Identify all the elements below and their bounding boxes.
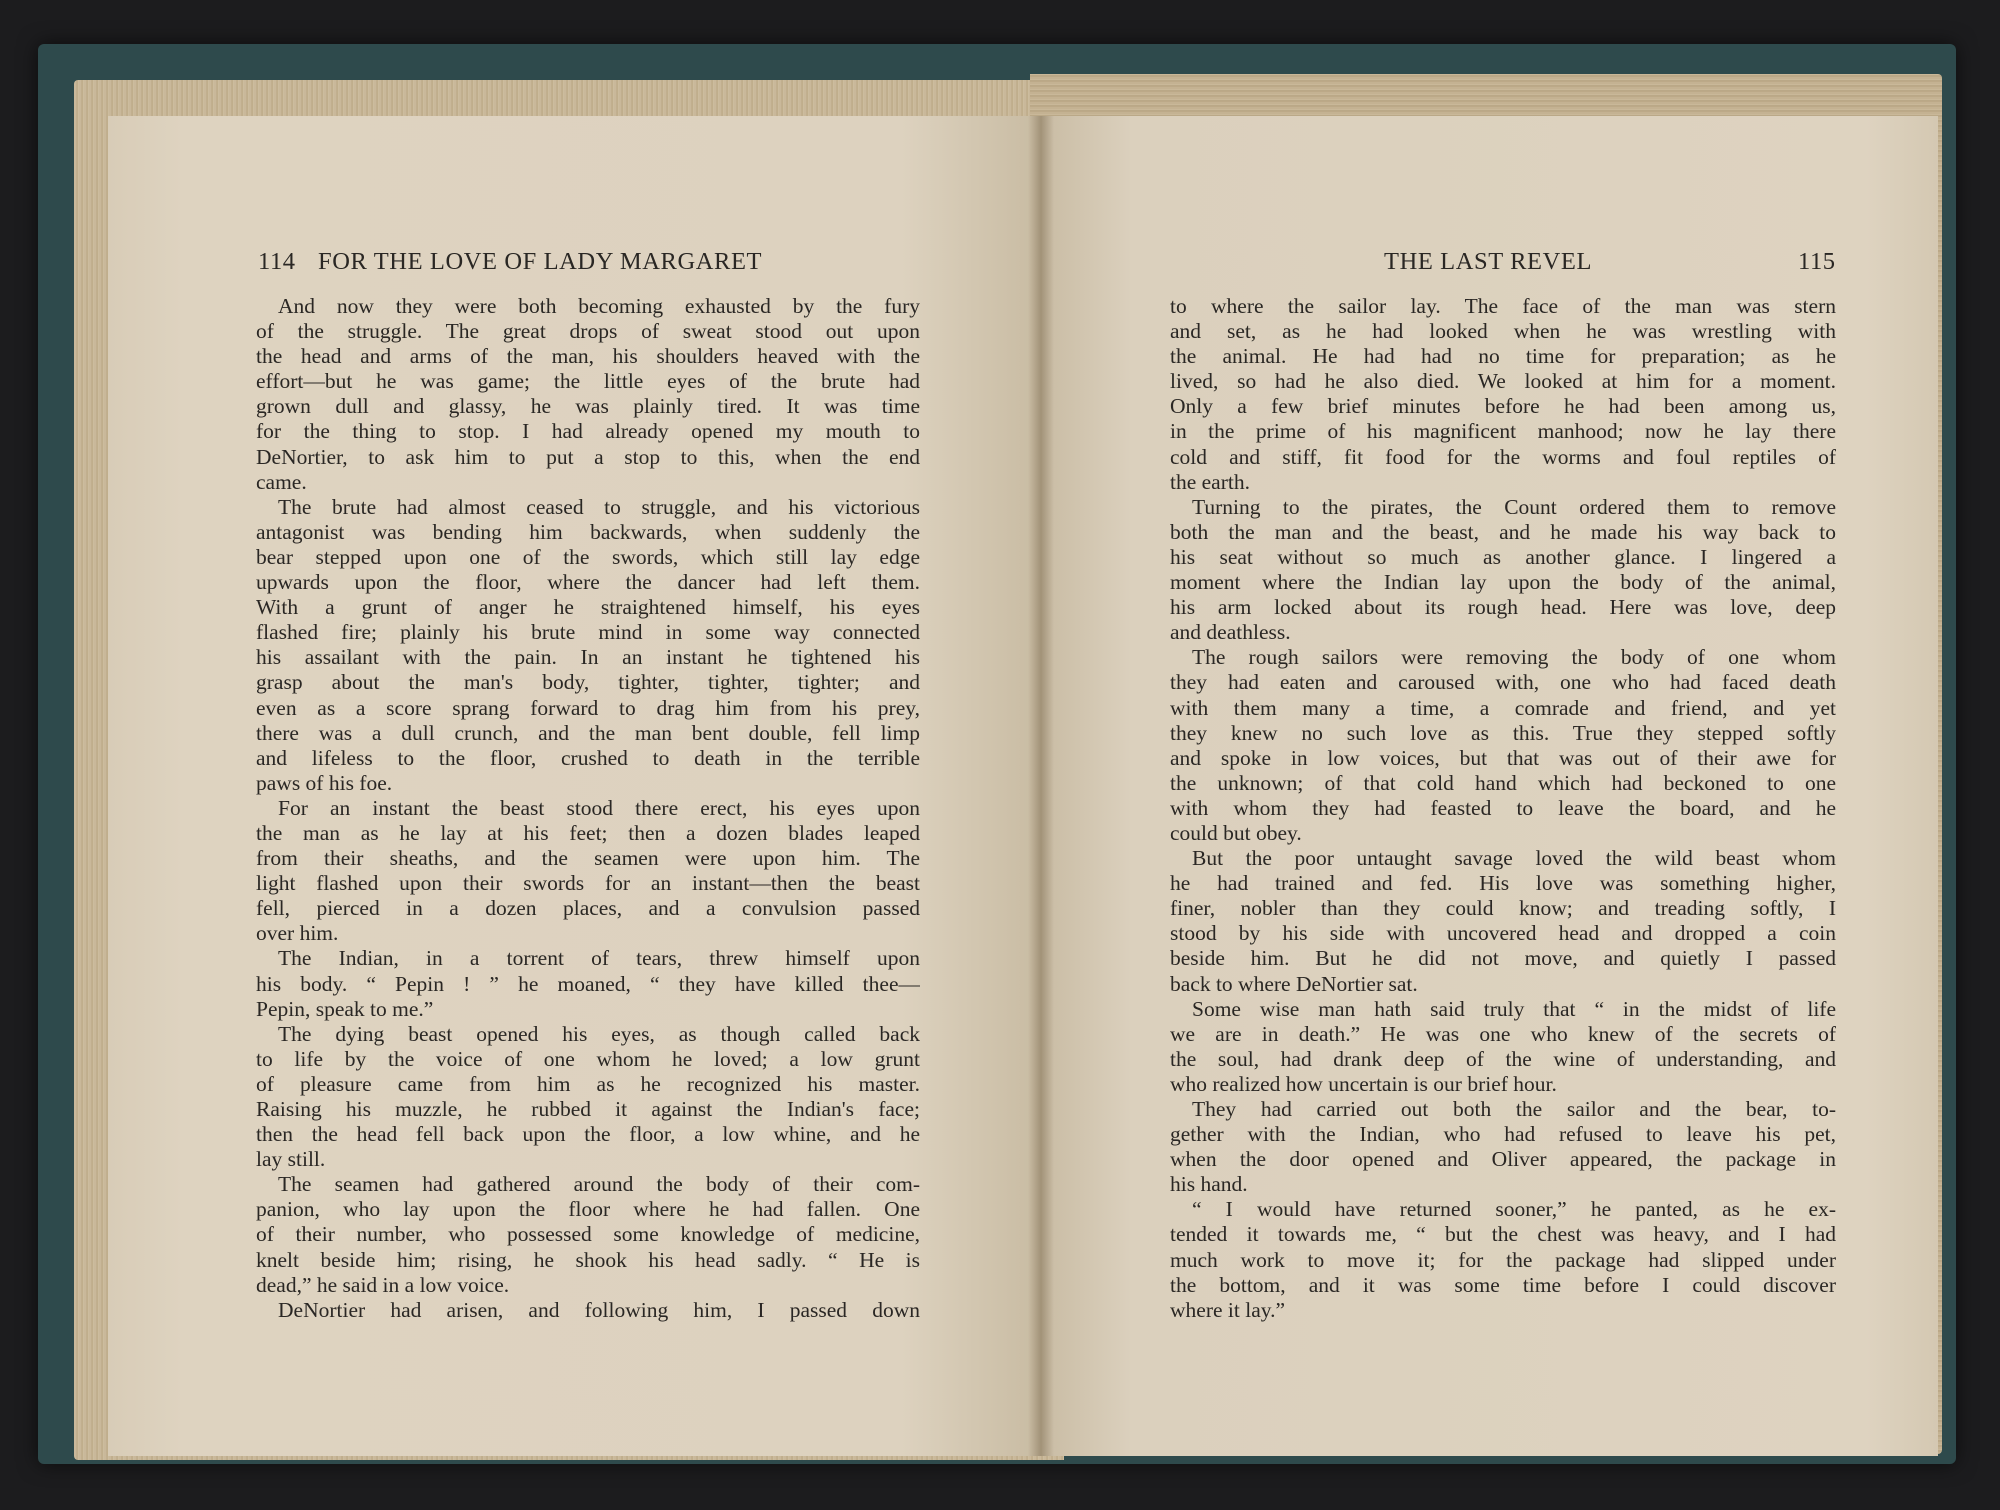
text-line: stood by his side with uncovered head and dropped a coin	[1170, 921, 1836, 946]
text-line: the head and arms of the man, his shoulders heaved with the	[256, 344, 920, 369]
text-line: his arm locked about its rough head. Here was love, deep	[1170, 595, 1836, 620]
text-line: his seat without so much as another glance. I lingered a	[1170, 544, 1836, 569]
text-line: for the thing to stop. I had already opened my mouth to	[256, 419, 920, 444]
text-line: paws of his foe.	[256, 770, 393, 795]
text-line: his body. “ Pepin ! ” he moaned, “ they have killed thee—	[256, 971, 920, 996]
text-line: and lifeless to the floor, crushed to death in the terrible	[256, 745, 920, 770]
text-line: in the prime of his magnificent manhood; now he lay there	[1170, 419, 1836, 444]
text-line: dead,” he said in a low voice.	[256, 1272, 510, 1297]
text-line: the bottom, and it was some time before I could discover	[1170, 1272, 1836, 1297]
text-line: of their number, who possessed some knowledge of medicine,	[256, 1222, 920, 1247]
text-line: came.	[256, 469, 307, 494]
text-line: The rough sailors were removing the body of one whom	[1192, 645, 1836, 670]
text-line: both the man and the beast, and he made his way back to	[1170, 519, 1836, 544]
text-line: bear stepped upon one of the swords, which still lay edge	[256, 544, 920, 569]
open-book	[38, 44, 1956, 1464]
text-line: with whom they had feasted to leave the board, and he	[1170, 795, 1836, 820]
text-line: effort—but he was game; the little eyes of the brute had	[256, 369, 920, 394]
text-line: he had trained and fed. His love was something higher,	[1170, 871, 1836, 896]
text-line: the animal. He had had no time for preparation; as he	[1170, 344, 1836, 369]
text-line: to life by the voice of one whom he loved; a low grunt	[256, 1046, 920, 1071]
text-line: even as a score sprang forward to drag him from his prey,	[256, 695, 920, 720]
text-line: panion, who lay upon the floor where he had fallen. One	[256, 1197, 920, 1222]
text-line: they knew no such love as this. True they stepped softly	[1170, 720, 1836, 745]
text-line: of pleasure came from him as he recognized his master.	[256, 1071, 920, 1096]
text-line: cold and stiff, fit food for the worms and foul reptiles of	[1170, 444, 1836, 469]
text-line: and spoke in low voices, but that was out of their awe for	[1170, 745, 1836, 770]
text-line: grasp about the man's body, tighter, tighter, tighter; and	[256, 670, 920, 695]
text-line: could but obey.	[1170, 820, 1302, 845]
text-line: Some wise man hath said truly that “ in the midst of life	[1192, 996, 1836, 1021]
text-line: and set, as he had looked when he was wrestling with	[1170, 319, 1836, 344]
text-line: the soul, had drank deep of the wine of understanding, and	[1170, 1046, 1836, 1071]
text-line: of the struggle. The great drops of sweat stood out upon	[256, 319, 920, 344]
right-page-number: 115	[1798, 248, 1836, 275]
text-line: Only a few brief minutes before he had been among us,	[1170, 394, 1836, 419]
text-line: But the poor untaught savage loved the wild beast whom	[1192, 846, 1836, 871]
text-line: They had carried out both the sailor and the bear, to-	[1192, 1097, 1836, 1121]
text-line: and deathless.	[1170, 620, 1291, 645]
text-line: beside him. But he did not move, and quietly I passed	[1170, 946, 1836, 971]
text-line: Turning to the pirates, the Count ordered them to remove	[1192, 494, 1836, 519]
text-line: The seamen had gathered around the body of their com-	[278, 1172, 920, 1197]
text-line: back to where DeNortier sat.	[1170, 971, 1418, 996]
text-line: Raising his muzzle, he rubbed it against the Indian's face;	[256, 1097, 920, 1121]
text-line: The Indian, in a torrent of tears, threw himself upon	[278, 946, 920, 971]
text-line: antagonist was bending him backwards, when suddenly the	[256, 519, 920, 544]
text-line: lived, so had he also died. We looked at him for a moment.	[1170, 369, 1836, 394]
text-line: fell, pierced in a dozen places, and a convulsion passed	[256, 896, 920, 921]
left-page-number: 114	[258, 248, 296, 275]
right-running-title: THE LAST REVEL	[1384, 248, 1593, 275]
text-line: who realized how uncertain is our brief hour.	[1170, 1071, 1557, 1096]
text-line: over him.	[256, 921, 339, 946]
text-line: “ I would have returned sooner,” he panted, as he ex-	[1192, 1197, 1836, 1222]
text-line: from their sheaths, and the seamen were upon him. The	[256, 846, 920, 871]
text-line: much work to move it; for the package had slipped under	[1170, 1247, 1836, 1272]
text-line: grown dull and glassy, he was plainly tired. It was time	[256, 394, 920, 419]
text-line: The dying beast opened his eyes, as though called back	[278, 1021, 920, 1046]
left-page	[108, 116, 1042, 1456]
text-line: finer, nobler than they could know; and treading softly, I	[1170, 896, 1836, 921]
text-line: where it lay.”	[1170, 1297, 1286, 1322]
text-line: light flashed upon their swords for an instant—then the beast	[256, 871, 920, 896]
text-line: For an instant the beast stood there erect, his eyes upon	[278, 795, 920, 820]
text-line: With a grunt of anger he straightened himself, his eyes	[256, 595, 920, 620]
text-line: The brute had almost ceased to struggle, and his victorious	[278, 494, 920, 519]
text-line: to where the sailor lay. The face of the man was stern	[1170, 294, 1836, 318]
text-line: when the door opened and Oliver appeared, the package in	[1170, 1147, 1836, 1172]
text-line: DeNortier, to ask him to put a stop to this, when the end	[256, 444, 920, 469]
text-line: moment where the Indian lay upon the body of the animal,	[1170, 570, 1836, 595]
text-line: tended it towards me, “ but the chest was heavy, and I had	[1170, 1222, 1836, 1247]
text-line: flashed fire; plainly his brute mind in some way connected	[256, 620, 920, 645]
text-line: there was a dull crunch, and the man bent double, fell limp	[256, 720, 920, 745]
text-line: with them many a time, a comrade and friend, and yet	[1170, 695, 1836, 720]
text-line: the man as he lay at his feet; then a dozen blades leaped	[256, 820, 920, 845]
text-line: the earth.	[1170, 469, 1250, 494]
text-line: we are in death.” He was one who knew of the secrets of	[1170, 1021, 1836, 1046]
text-line: gether with the Indian, who had refused to leave his pet,	[1170, 1122, 1836, 1147]
text-line: lay still.	[256, 1147, 326, 1172]
right-page	[1042, 116, 1938, 1456]
text-line: the unknown; of that cold hand which had beckoned to one	[1170, 770, 1836, 795]
text-line: And now they were both becoming exhausted by the fury	[278, 294, 920, 318]
book-gutter	[1028, 116, 1054, 1456]
right-page-text	[1170, 294, 1836, 1323]
left-page-text	[256, 294, 920, 1323]
text-line: his assailant with the pain. In an instant he tightened his	[256, 645, 920, 670]
text-line: knelt beside him; rising, he shook his head sadly. “ He is	[256, 1247, 920, 1272]
text-line: they had eaten and caroused with, one who had faced death	[1170, 670, 1836, 695]
text-line: Pepin, speak to me.”	[256, 996, 434, 1021]
text-line: upwards upon the floor, where the dancer had left them.	[256, 570, 920, 595]
text-line: his hand.	[1170, 1172, 1248, 1197]
text-line: then the head fell back upon the floor, a low whine, and he	[256, 1122, 920, 1147]
left-running-title: FOR THE LOVE OF LADY MARGARET	[318, 248, 763, 275]
text-line: DeNortier had arisen, and following him, I passed down	[278, 1297, 920, 1322]
